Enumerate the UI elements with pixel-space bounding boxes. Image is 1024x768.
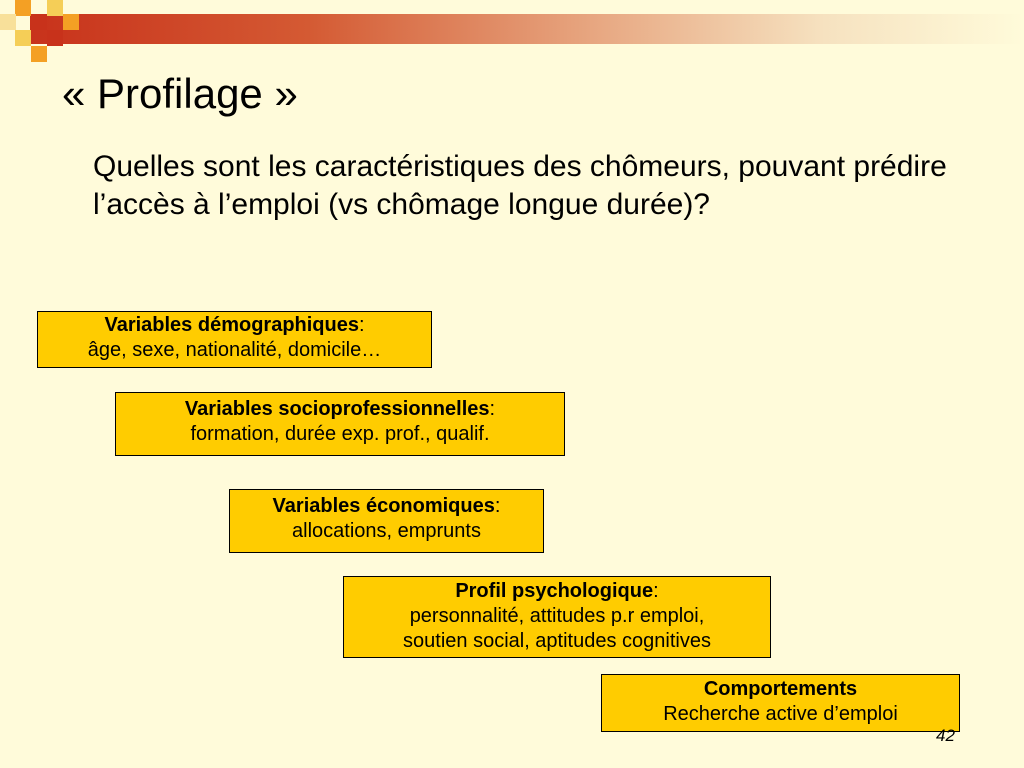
- slide-question: Quelles sont les caractéristiques des chômeurs, pouvant prédire l’accès à l’emploi (vs chômage longue durée)?: [93, 150, 947, 221]
- header-gradient-bar: [30, 14, 1024, 44]
- box-heading-suffix: :: [489, 398, 496, 420]
- box-heading-line: [602, 677, 959, 702]
- box-heading-line: [230, 494, 543, 519]
- box-detail: allocations, emprunts: [292, 520, 481, 542]
- box-heading-line: [344, 579, 770, 604]
- box-heading-line: [116, 397, 564, 422]
- box-heading: Profil psychologique: [455, 580, 654, 602]
- box-heading: Comportements: [703, 678, 858, 700]
- page-number: 42: [936, 726, 955, 745]
- variable-box-psychological: [343, 576, 771, 658]
- variable-box-economic: [229, 489, 544, 553]
- box-detail: formation, durée exp. prof., qualif.: [190, 423, 490, 445]
- variable-box-behaviour: [601, 674, 960, 732]
- box-detail: personnalité, attitudes p.r emploi,: [409, 605, 705, 627]
- box-detail: soutien social, aptitudes cognitives: [403, 630, 711, 652]
- box-heading-line: [38, 313, 431, 338]
- variable-box-demographic: [37, 311, 432, 368]
- slide-title: « Profilage »: [62, 70, 298, 117]
- box-heading-suffix: :: [494, 495, 501, 517]
- box-heading-suffix: :: [653, 580, 659, 602]
- box-heading-suffix: :: [358, 314, 365, 336]
- box-heading: Variables socioprofessionnelles: [184, 398, 490, 420]
- box-heading: Variables économiques: [272, 495, 495, 517]
- variable-box-socioprofessional: [115, 392, 565, 456]
- box-heading: Variables démographiques: [104, 314, 359, 336]
- box-detail: Recherche active d’emploi: [663, 703, 898, 725]
- box-detail: âge, sexe, nationalité, domicile…: [87, 339, 382, 361]
